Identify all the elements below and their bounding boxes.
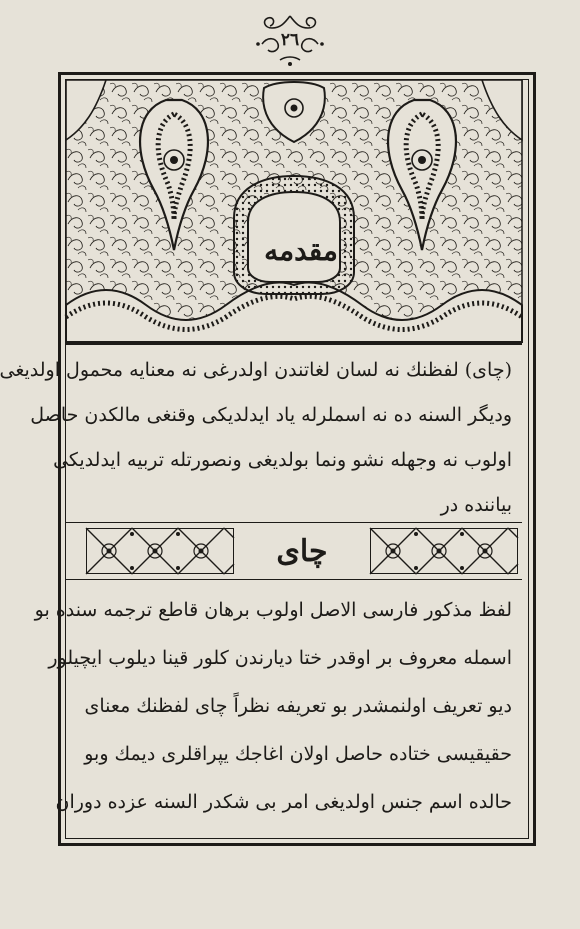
section-heading: چای bbox=[276, 533, 328, 569]
divider-top bbox=[66, 343, 522, 345]
page-number-ornament bbox=[250, 10, 330, 70]
body-line: لفظ مذکور فارسی الاصل اولوب برهان قاطع ترجمه سنده بو bbox=[34, 599, 512, 621]
intro-line: بیاننده در bbox=[440, 494, 512, 516]
intro-line: (چای) لفظنك نه لسان لغاتندن اولدرغی نه معنایه محمول اولدیغی bbox=[0, 359, 512, 381]
intro-line: اولوب نه وجهله نشو ونما بولدیغی ونصورتله تربیه ایدلدیکی bbox=[53, 449, 512, 471]
divider-band-bottom bbox=[66, 579, 522, 580]
body-line: حالده اسم جنس اولدیغی امر بی شکدر السنه عزده دوران bbox=[55, 791, 512, 813]
page-title: مقدمه bbox=[264, 233, 338, 267]
lattice-flower-icon bbox=[370, 528, 518, 574]
section-heading-band bbox=[66, 524, 522, 578]
body-line: دیو تعریف اولنمشدر بو تعریفه نظراً چای لفظنك معنای bbox=[84, 695, 512, 717]
page-number: ٢٦ bbox=[280, 30, 300, 50]
floral-pattern-left bbox=[86, 528, 234, 574]
body-line: حقیقیسی ختاده حاصل اولان اغاجك یپراقلری دیمك وبو bbox=[84, 743, 512, 765]
arabesque-ornament-icon bbox=[66, 80, 522, 342]
divider-band-top bbox=[66, 522, 522, 523]
floral-pattern-right bbox=[370, 528, 518, 574]
lattice-flower-icon bbox=[86, 528, 234, 574]
intro-line: ودیگر السنه ده نه اسملرله یاد ایدلدیکی وقنغی مالکدن حاصل bbox=[30, 404, 512, 426]
header-ornament bbox=[66, 80, 522, 342]
body-line: اسمله معروف بر اوقدر ختا دیارندن کلور قینا دیلوب ایچیلور bbox=[48, 647, 512, 669]
body-paragraph bbox=[34, 586, 512, 826]
intro-paragraph bbox=[0, 348, 512, 528]
